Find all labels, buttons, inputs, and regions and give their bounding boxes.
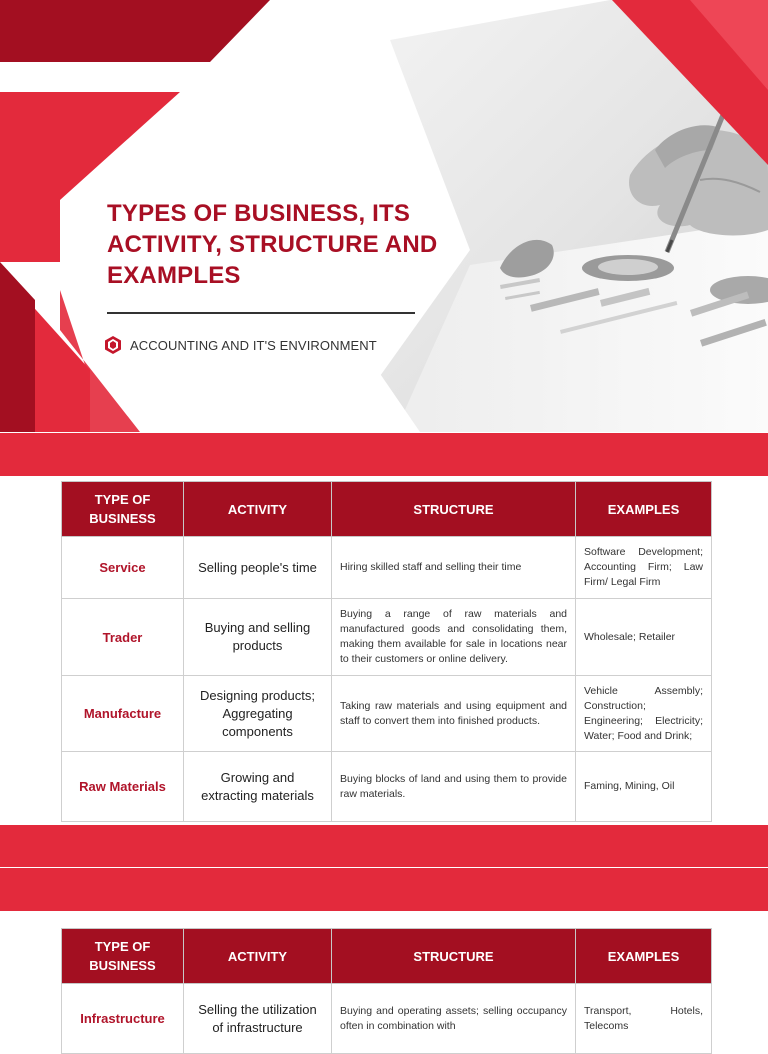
table-row	[62, 599, 712, 676]
cover-section	[0, 0, 768, 432]
hexagon-logo-icon	[105, 336, 121, 354]
table-header-row	[62, 482, 712, 537]
business-types-table	[61, 481, 712, 822]
cell-structure: Hiring skilled staff and selling their time	[332, 537, 576, 599]
header-activity: ACTIVITY	[184, 929, 332, 984]
title-divider	[107, 312, 415, 314]
cell-type: Trader	[62, 599, 184, 676]
header-type-of-business: TYPE OF BUSINESS	[62, 482, 184, 537]
table-header-row	[62, 929, 712, 984]
cell-examples: Faming, Mining, Oil	[576, 752, 712, 822]
red-band-top	[0, 433, 768, 476]
cell-type: Manufacture	[62, 676, 184, 752]
cell-type: Service	[62, 537, 184, 599]
header-structure: STRUCTURE	[332, 929, 576, 984]
header-examples: EXAMPLES	[576, 482, 712, 537]
cell-activity: Selling the utilization of infrastructure	[184, 984, 332, 1054]
course-subtitle: ACCOUNTING AND IT'S ENVIRONMENT	[130, 337, 377, 353]
cell-examples: Wholesale; Retailer	[576, 599, 712, 676]
table-row	[62, 676, 712, 752]
cell-examples: Vehicle Assembly; Construction; Engineering; Electricity; Water; Food and Drink;	[576, 676, 712, 752]
cell-structure: Buying a range of raw materials and manufactured goods and consolidating them, making them available for sale in locations near to their customers or online delivery.	[332, 599, 576, 676]
cell-activity: Selling people's time	[184, 537, 332, 599]
cell-activity: Growing and extracting materials	[184, 752, 332, 822]
red-band-middle-2	[0, 868, 768, 911]
table-row	[62, 537, 712, 599]
cell-type: Infrastructure	[62, 984, 184, 1054]
header-structure: STRUCTURE	[332, 482, 576, 537]
cell-examples: Transport, Hotels, Telecoms	[576, 984, 712, 1054]
header-examples: EXAMPLES	[576, 929, 712, 984]
red-band-middle-1	[0, 825, 768, 867]
document-title: TYPES OF BUSINESS, ITS ACTIVITY, STRUCTURE AND EXAMPLES	[107, 200, 438, 289]
cell-type: Raw Materials	[62, 752, 184, 822]
table-row	[62, 984, 712, 1054]
header-type-of-business: TYPE OF BUSINESS	[62, 929, 184, 984]
cell-examples: Software Development; Accounting Firm; Law Firm/ Legal Firm	[576, 537, 712, 599]
table-row	[62, 752, 712, 822]
cell-structure: Buying and operating assets; selling occupancy often in combination with	[332, 984, 576, 1054]
business-types-table-continued	[61, 928, 712, 1054]
cell-activity: Buying and selling products	[184, 599, 332, 676]
cover-subtitle-row	[105, 336, 377, 354]
header-activity: ACTIVITY	[184, 482, 332, 537]
cell-structure: Buying blocks of land and using them to provide raw materials.	[332, 752, 576, 822]
cell-activity: Designing products; Aggregating components	[184, 676, 332, 752]
cell-structure: Taking raw materials and using equipment and staff to convert them into finished products.	[332, 676, 576, 752]
